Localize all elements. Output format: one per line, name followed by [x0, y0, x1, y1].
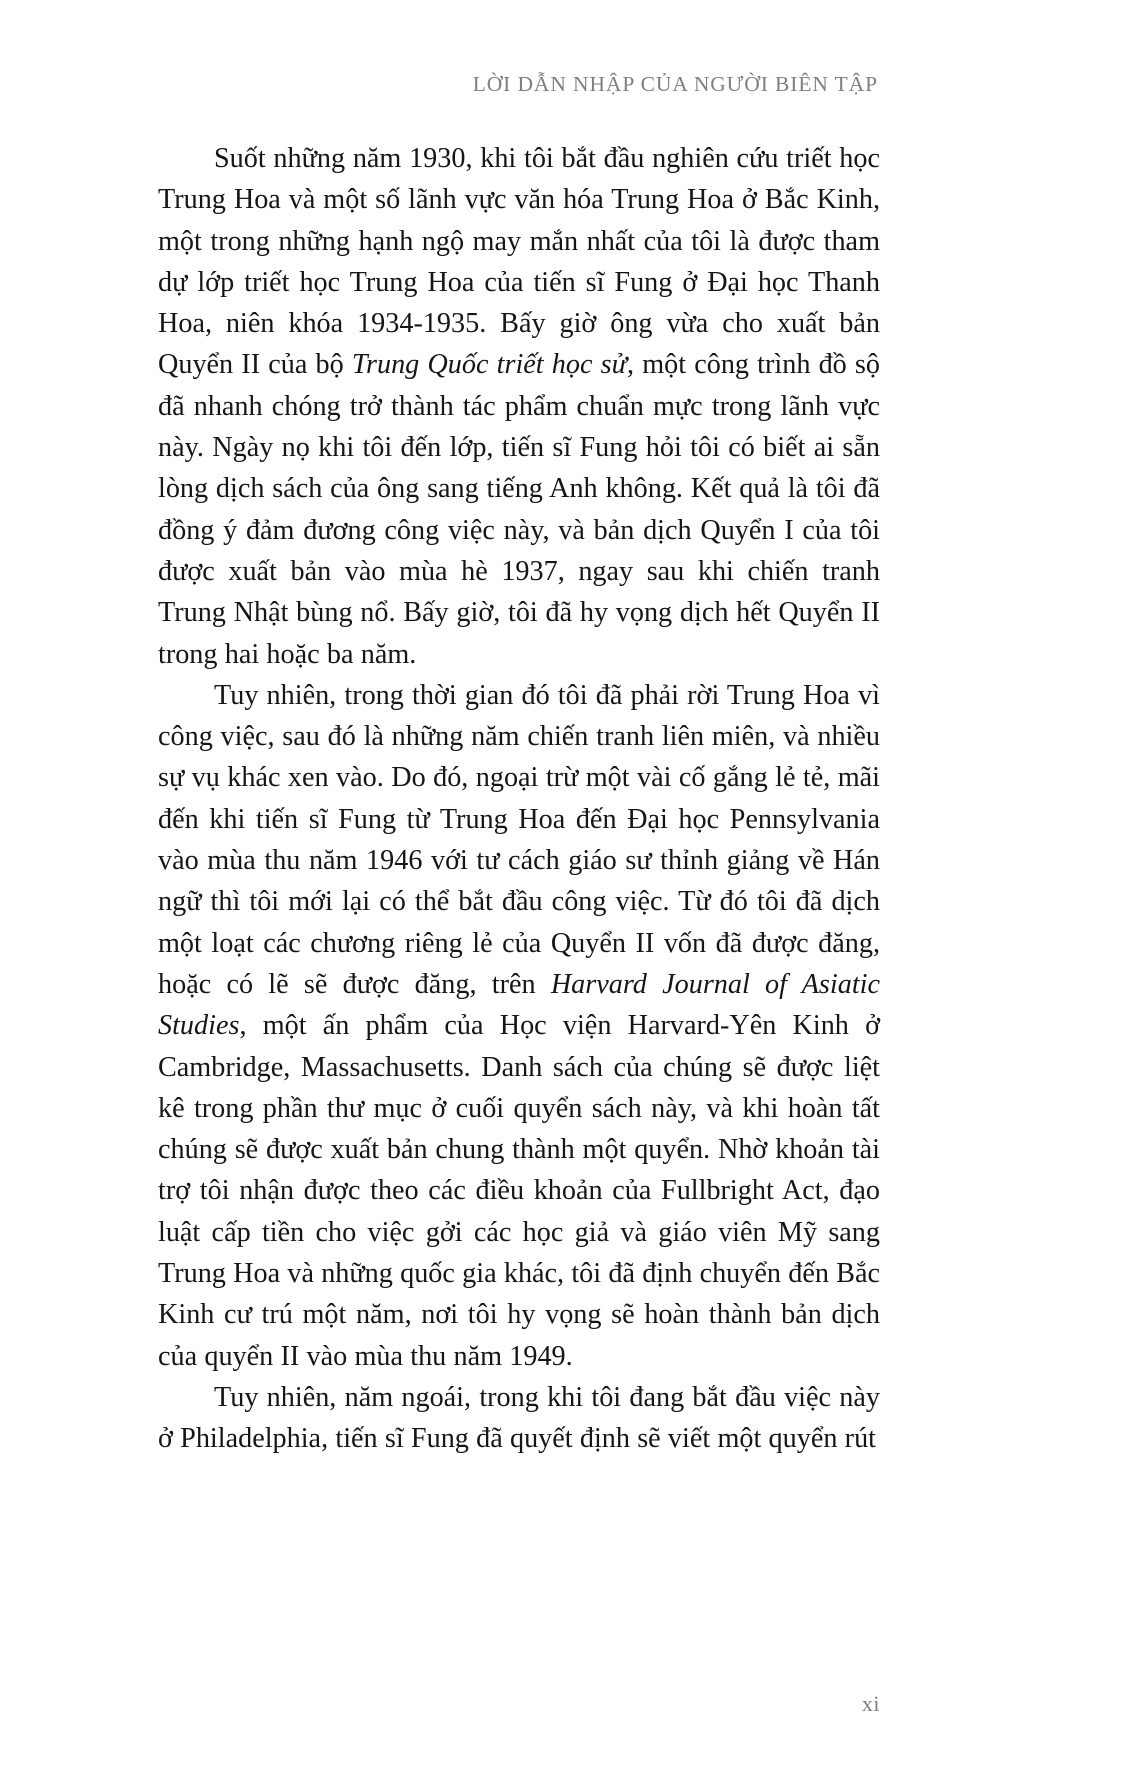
text-run: , một ấn phẩm của Học viện Harvard-Yên Kinh ở Cambridge, Massachusetts. Danh sách của chúng sẽ được liệt kê trong phần thư mục ở cuối quyển sách này, và khi hoàn tất chúng sẽ được xuất bản chung thành một quyển. Nhờ khoản tài trợ tôi nhận được theo các điều khoản của Fullbright Act, đạo luật cấp tiền cho việc gởi các học giả và giáo viên Mỹ sang Trung Hoa và những quốc gia khác, tôi đã định chuyển đến Bắc Kinh cư trú một năm, nơi tôi hy vọng sẽ hoàn thành bản dịch của quyển II vào mùa thu năm 1949.: [158, 1010, 880, 1372]
italic-title: Harvard Journal of Asiatic Studies: [158, 968, 880, 1042]
running-head: LỜI DẪN NHẬP CỦA NGƯỜI BIÊN TẬP: [472, 72, 878, 96]
italic-title: Trung Quốc triết học sử: [351, 349, 627, 381]
text-run: Tuy nhiên, năm ngoái, trong khi tôi đang bắt đầu việc này ở Philadelphia, tiến sĩ Fung đã quyết định sẽ viết một quyển rút: [158, 1381, 880, 1455]
paragraph: [158, 1377, 880, 1460]
text-run: Tuy nhiên, trong thời gian đó tôi đã phải rời Trung Hoa vì công việc, sau đó là những năm chiến tranh liên miên, và nhiều sự vụ khác xen vào. Do đó, ngoại trừ một vài cố gắng lẻ tẻ, mãi đến khi tiến sĩ Fung từ Trung Hoa đến Đại học Pennsylvania vào mùa thu năm 1946 với tư cách giáo sư thỉnh giảng về Hán ngữ thì tôi mới lại có thể bắt đầu công việc. Từ đó tôi đã dịch một loạt các chương riêng lẻ của Quyển II vốn đã được đăng, hoặc có lẽ sẽ được đăng, trên: [158, 679, 880, 1000]
paragraph: [158, 675, 880, 1377]
body-text-block: [158, 138, 880, 1460]
text-run: , một công trình đồ sộ đã nhanh chóng trở thành tác phẩm chuẩn mực trong lãnh vực này. Ngày nọ khi tôi đến lớp, tiến sĩ Fung hỏi tôi có biết ai sẵn lòng dịch sách của ông sang tiếng Anh không. Kết quả là tôi đã đồng ý đảm đương công việc này, và bản dịch Quyển I của tôi được xuất bản vào mùa hè 1937, ngay sau khi chiến tranh Trung Nhật bùng nổ. Bấy giờ, tôi đã hy vọng dịch hết Quyển II trong hai hoặc ba năm.: [158, 349, 880, 670]
paragraph: [158, 138, 880, 675]
text-run: Suốt những năm 1930, khi tôi bắt đầu nghiên cứu triết học Trung Hoa và một số lãnh vực văn hóa Trung Hoa ở Bắc Kinh, một trong những hạnh ngộ may mắn nhất của tôi là được tham dự lớp triết học Trung Hoa của tiến sĩ Fung ở Đại học Thanh Hoa, niên khóa 1934-1935. Bấy giờ ông vừa cho xuất bản Quyển II của bộ: [158, 143, 880, 381]
page-number: xi: [861, 1691, 880, 1716]
